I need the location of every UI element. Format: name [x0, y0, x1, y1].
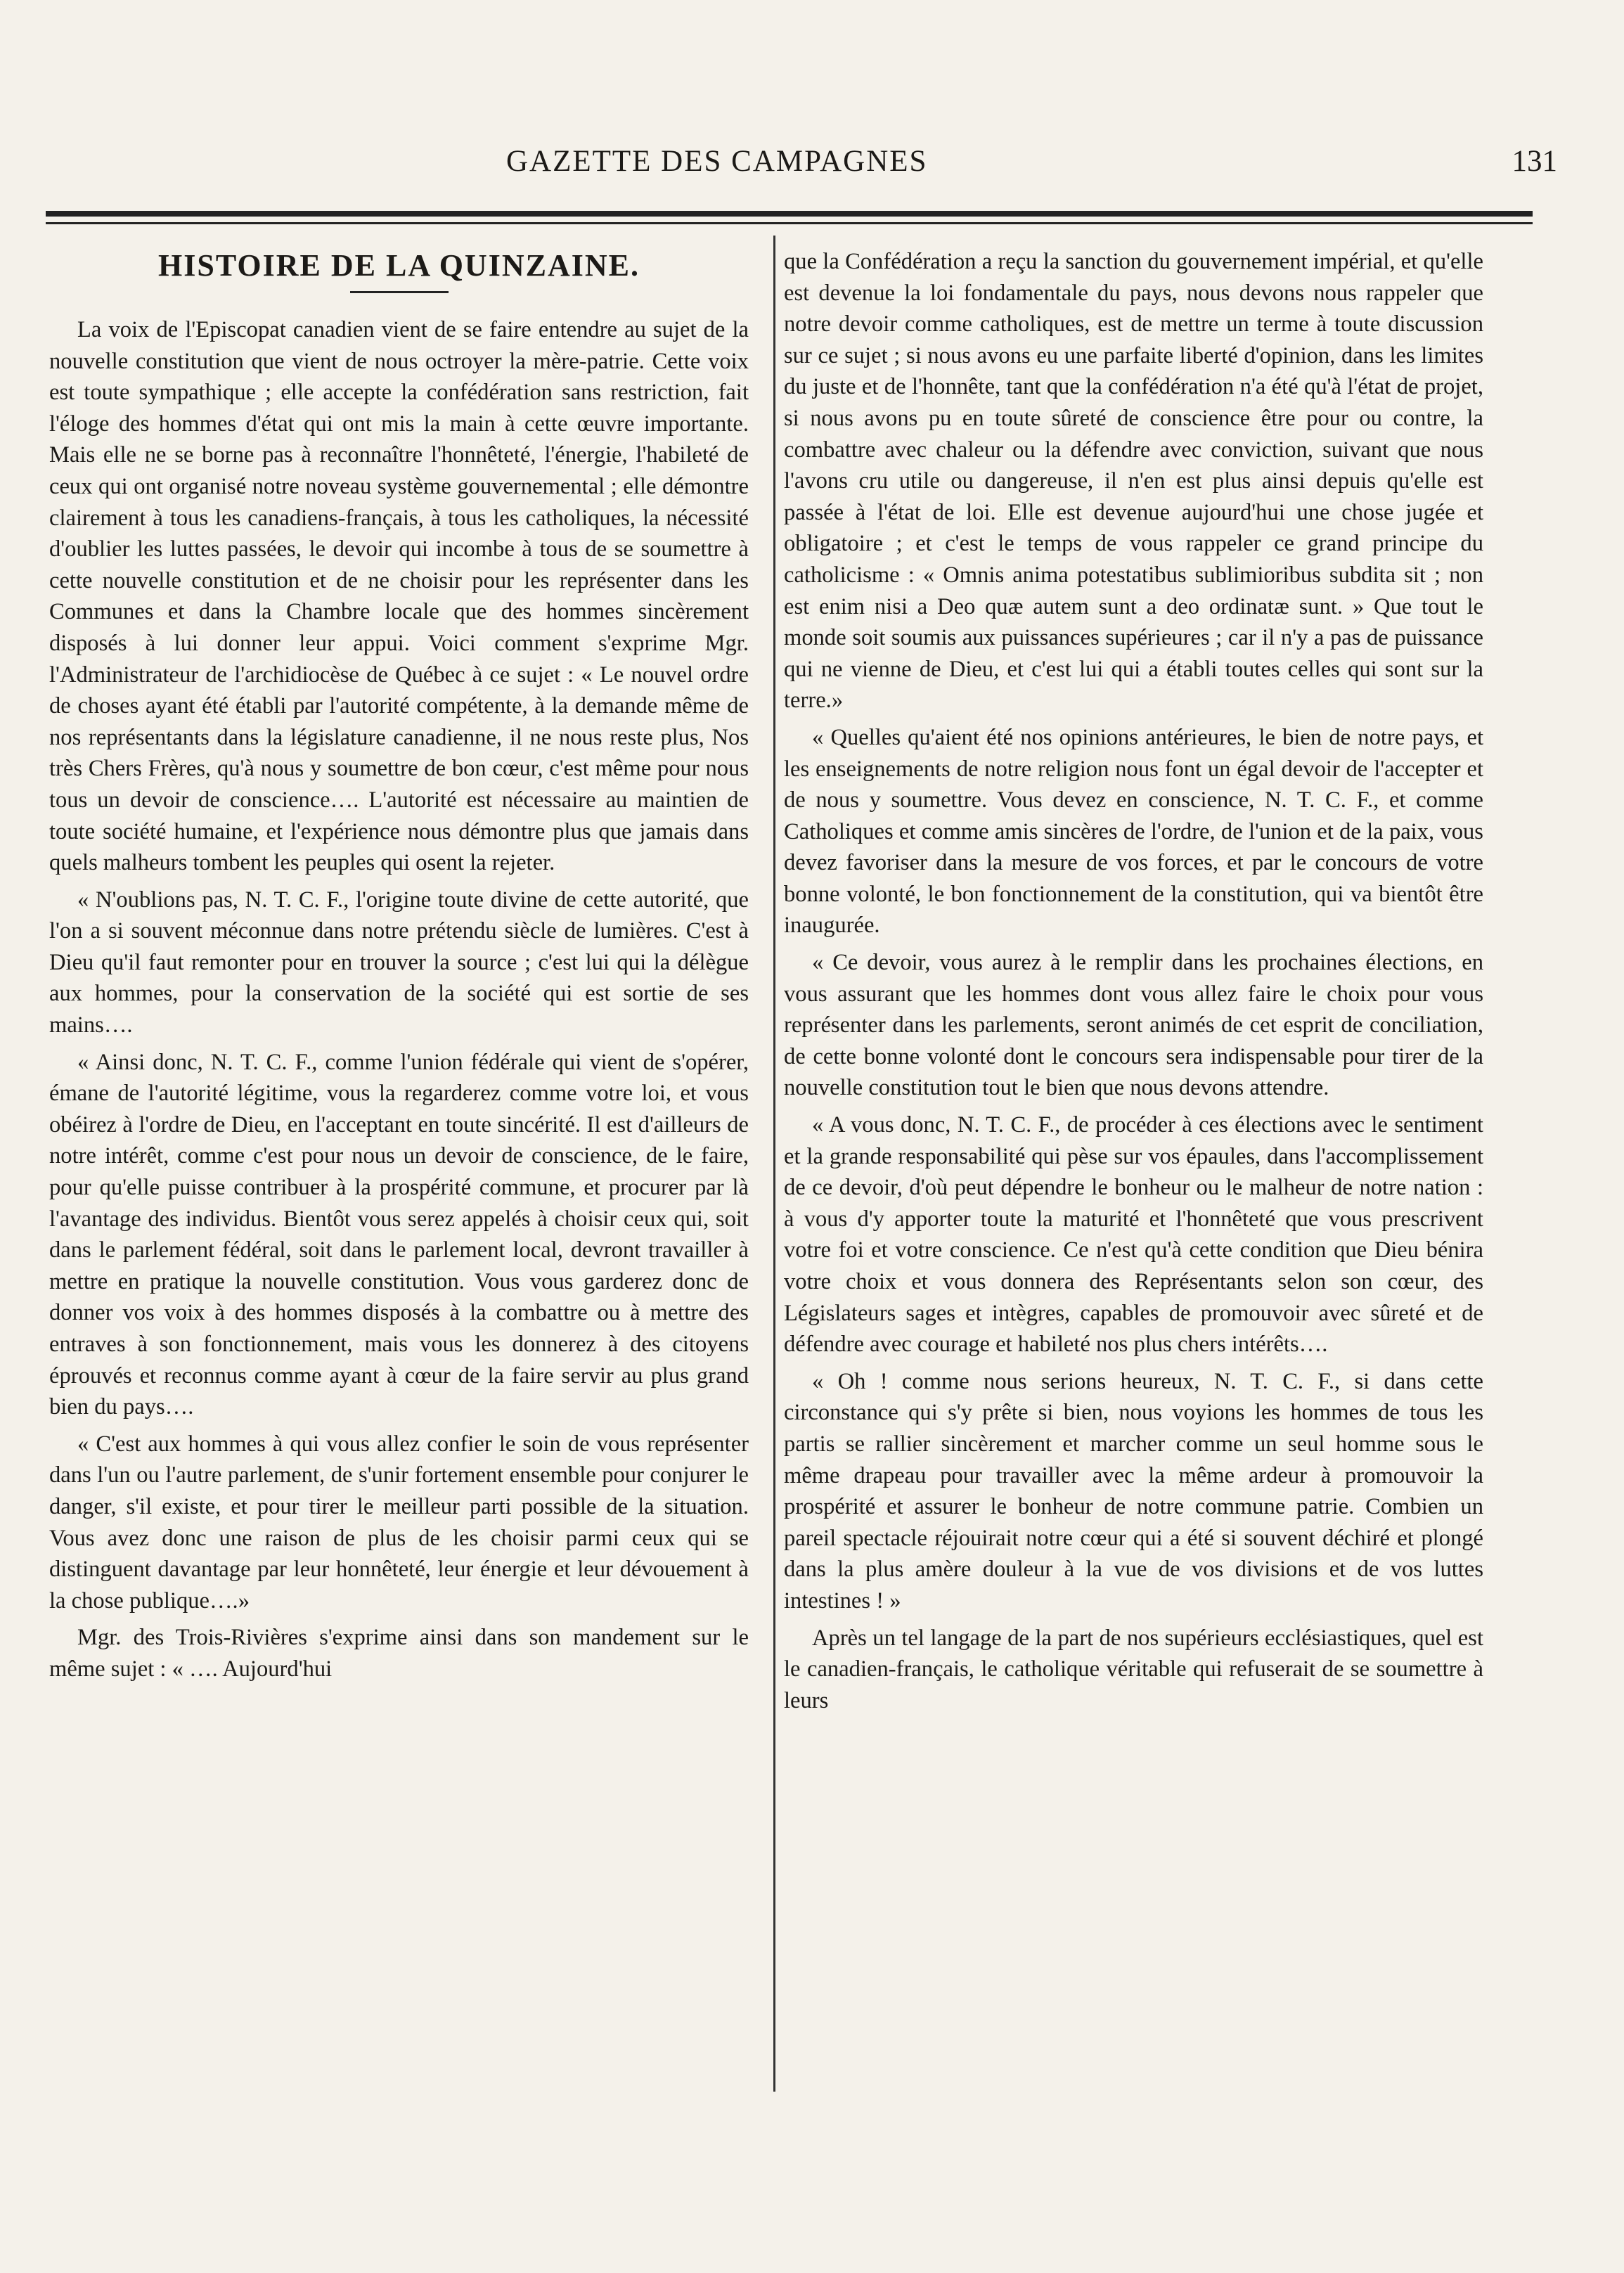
column-divider — [773, 236, 775, 2092]
left-column — [49, 246, 749, 1691]
paragraph: Mgr. des Trois-Rivières s'exprime ainsi dans son mandement sur le même sujet : « …. Aujourd'hui — [49, 1625, 749, 1682]
running-header — [0, 144, 1624, 193]
header-rule-thin — [46, 222, 1533, 224]
article-title: HISTOIRE DE LA QUINZAINE. — [158, 248, 640, 283]
paragraph: « N'oublions pas, N. T. C. F., l'origine toute divine de cette autorité, que l'on a si souvent méconnue dans notre prétendu siècle de lumières. C'est à Dieu qu'il faut remonter pour en trouver la source ; c'est lui qui la délègue aux hommes, pour la conservation de la société qui est sortie de ses mains…. — [49, 887, 749, 1038]
paragraph: « Quelles qu'aient été nos opinions antérieures, le bien de notre pays, et les enseignements de notre religion nous font un égal devoir de l'accepter et de nous y soumettre. Vous devez en conscience, N. T. C. F., et comme Catholiques et comme amis sincères de l'ordre, de l'union et de la paix, vous devez favoriser dans la mesure de vos forces, et par le concours de votre bonne volonté, le bon fonctionnement de la constitution, qui va bientôt être inaugurée. — [784, 724, 1483, 939]
paragraph: « A vous donc, N. T. C. F., de procéder à ces élections avec le sentiment et la grande responsabilité qui pèse sur vos épaules, dans l'accomplissement de ce devoir, d'où peut dépendre le bonheur ou le malheur de notre nation : à vous d'y apporter toute la maturité et l'honnêteté que vous prescrivent votre foi et votre conscience. Ce n'est qu'à cette condition que Dieu bénira votre choix et vous donnera des Représentants selon son cœur, des Législateurs sages et intègres, capables de promouvoir avec sûreté et de défendre avec courage et habileté nos plus chers intérêts…. — [784, 1112, 1483, 1358]
paragraph: « Ce devoir, vous aurez à le remplir dans les prochaines élections, en vous assurant que les hommes dont vous allez faire le choix pour vous représenter dans les parlements, seront animés de cet esprit de conciliation, de cette bonne volonté dont le concours sera indispensable pour tirer de la nouvelle constitution tout le bien que nous devons attendre. — [784, 950, 1483, 1101]
paragraph: Après un tel langage de la part de nos supérieurs ecclésiastiques, quel est le canadien-français, le catholique véritable qui refuserait de se soumettre à leurs — [784, 1625, 1483, 1713]
paragraph-continued: que la Confédération a reçu la sanction du gouvernement impérial, et qu'elle est devenue la loi fondamentale du pays, nous devons nous rappeler que notre devoir comme catholiques, est de mettre un terme à toute discussion sur ce sujet ; si nous avons eu une parfaite liberté d'opinion, dans les limites du juste et de l'honnête, tant que la confédération n'a été qu'à l'état de projet, si nous avons pu en toute sûreté de conscience être pour ou contre, la combattre avec chaleur ou la défendre avec conviction, suivant que nous l'avons cru utile ou dangereuse, il n'en est plus ainsi depuis qu'elle est passée à l'état de loi. Elle est devenue aujourd'hui une chose jugée et obligatoire ; et c'est le temps de vous rappeler ce grand principe du catholicisme : « Omnis anima potestatibus sublimioribus subdita sit ; non est enim nisi a Deo quæ autem sunt a deo ordinatæ sunt. » Que tout le monde soit soumis aux puissances supérieures ; car il n'y a pas de puissance qui ne vienne de Dieu, et c'est lui qui a établi toutes celles qui sont sur la terre.» — [784, 249, 1483, 714]
page-number: 131 — [1512, 145, 1557, 178]
paragraph: La voix de l'Episcopat canadien vient de se faire entendre au sujet de la nouvelle constitution que vient de nous octroyer la mère-patrie. Cette voix est toute sympathique ; elle accepte la confédération sans restriction, fait l'éloge des hommes d'état qui ont mis la main à cette œuvre importante. Mais elle ne se borne pas à reconnaître l'honnêteté, l'énergie, l'habileté de ceux qui ont organisé notre noveau système gouvernemental ; elle démontre clairement à tous les canadiens-français, à tous les catholiques, la nécessité d'oublier les luttes passées, le devoir qui incombe à tous de se soumettre à cette nouvelle constitution et de ne choisir pour les représenter dans les Communes et dans la Chambre locale que des hommes sincèrement disposés à lui donner leur appui. Voici comment s'exprime Mgr. l'Administrateur de l'archidiocèse de Québec à ce sujet : « Le nouvel ordre de choses ayant été établi par l'autorité compétente, à la demande même de nos représentants dans la législature canadienne, il ne nous reste plus, Nos très Chers Frères, qu'à nous y soumettre de bon cœur, c'est même pour nous tous un devoir de conscience…. L'autorité est nécessaire au maintien de toute société humaine, et l'expérience nous démontre plus que jamais dans quels malheurs tombent les peuples qui osent la rejeter. — [49, 317, 749, 876]
right-column — [784, 246, 1483, 1722]
title-rule — [350, 291, 449, 293]
paragraph: « C'est aux hommes à qui vous allez confier le soin de vous représenter dans l'un ou l'autre parlement, de s'unir fortement ensemble pour conjurer le danger, s'il existe, et pour tirer le meilleur parti possible de la situation. Vous avez donc une raison de plus de les choisir parmi ceux qui se distinguent davantage par leur honnêteté, leur énergie et leur dévouement à la chose publique….» — [49, 1431, 749, 1614]
paragraph: « Ainsi donc, N. T. C. F., comme l'union fédérale qui vient de s'opérer, émane de l'autorité légitime, vous la regarderez comme votre loi, et vous obéirez à l'ordre de Dieu, en l'acceptant en toute sincérité. Il est d'ailleurs de notre intérêt, comme c'est pour nous un devoir de conscience, de le faire, pour qu'elle puisse contribuer à la prospérité commune, et procurer par là l'avantage des individus. Bientôt vous serez appelés à choisir ceux qui, soit dans le parlement fédéral, soit dans le parlement local, devront travailler à mettre en pratique la nouvelle constitution. Vous vous garderez donc de donner vos voix à des hommes disposés à la combattre ou à mettre des entraves à son fonctionnement, mais vous les donnerez à des citoyens éprouvés et reconnus comme ayant à cœur de la faire servir au plus grand bien du pays…. — [49, 1049, 749, 1420]
running-title: GAZETTE DES CAMPAGNES — [506, 145, 928, 178]
header-rule-thick — [46, 211, 1533, 217]
paragraph: « Oh ! comme nous serions heureux, N. T. C. F., si dans cette circonstance qui s'y prête si bien, nous voyions les hommes de tous les partis se rallier sincèrement et marcher comme un seul homme sous le même drapeau pour travailler avec la même ardeur à promouvoir la prospérité et assurer le bonheur de notre commune patrie. Combien un pareil spectacle réjouirait notre cœur qui a été si souvent déchiré et plongé dans la plus amère douleur à la vue de vos divisions et de vos luttes intestines ! » — [784, 1368, 1483, 1614]
